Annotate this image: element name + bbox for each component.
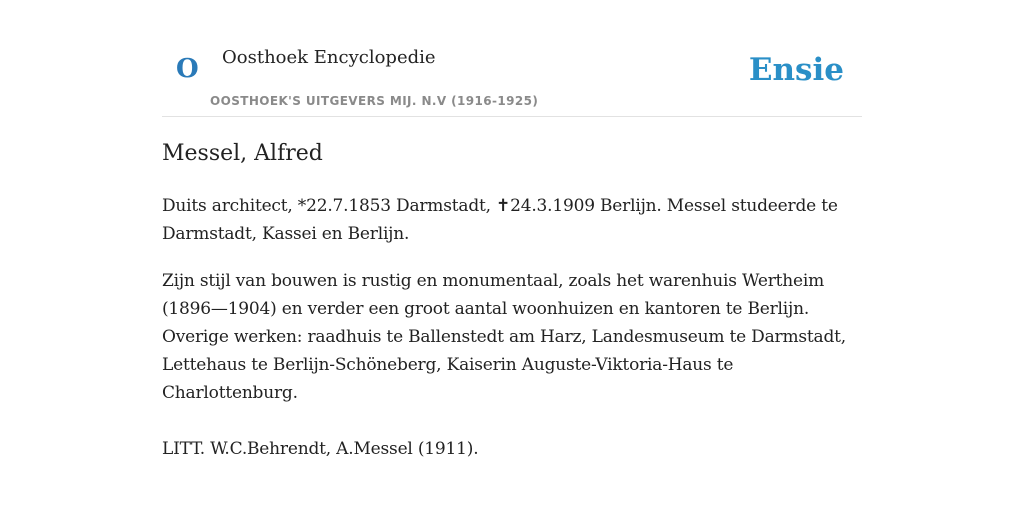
encyclopedia-title-link[interactable]: Oosthoek Encyclopedie (222, 47, 436, 68)
ensie-brand-link[interactable]: Ensie (748, 52, 844, 88)
site-header (162, 0, 862, 117)
entry-content (162, 136, 862, 463)
site-logo[interactable]: O (176, 54, 199, 84)
literature-reference: LITT. W.C.Behrendt, A.Messel (1911). (162, 439, 479, 459)
entry-paragraph: Duits architect, *22.7.1853 Darmstadt, ✝24.3.1909 Berlijn. Messel studeerde te Darmstadt, Kassei en Berlijn. (162, 196, 838, 244)
entry-title: Messel, Alfred (162, 141, 323, 166)
publisher-subtitle: OOSTHOEK'S UITGEVERS MIJ. N.V (1916-1925) (210, 94, 539, 108)
entry-paragraph: Zijn stijl van bouwen is rustig en monumentaal, zoals het warenhuis Wertheim (1896—1904) en verder een groot aantal woonhuizen en kantoren te Berlijn. Overige werken: raadhuis te Ballenstedt am Harz, Landesmuseum te Darmstadt, Lettehaus te Berlijn-Schöneberg, Kaiserin Auguste-Viktoria-Haus te Charlottenburg. (162, 271, 846, 403)
